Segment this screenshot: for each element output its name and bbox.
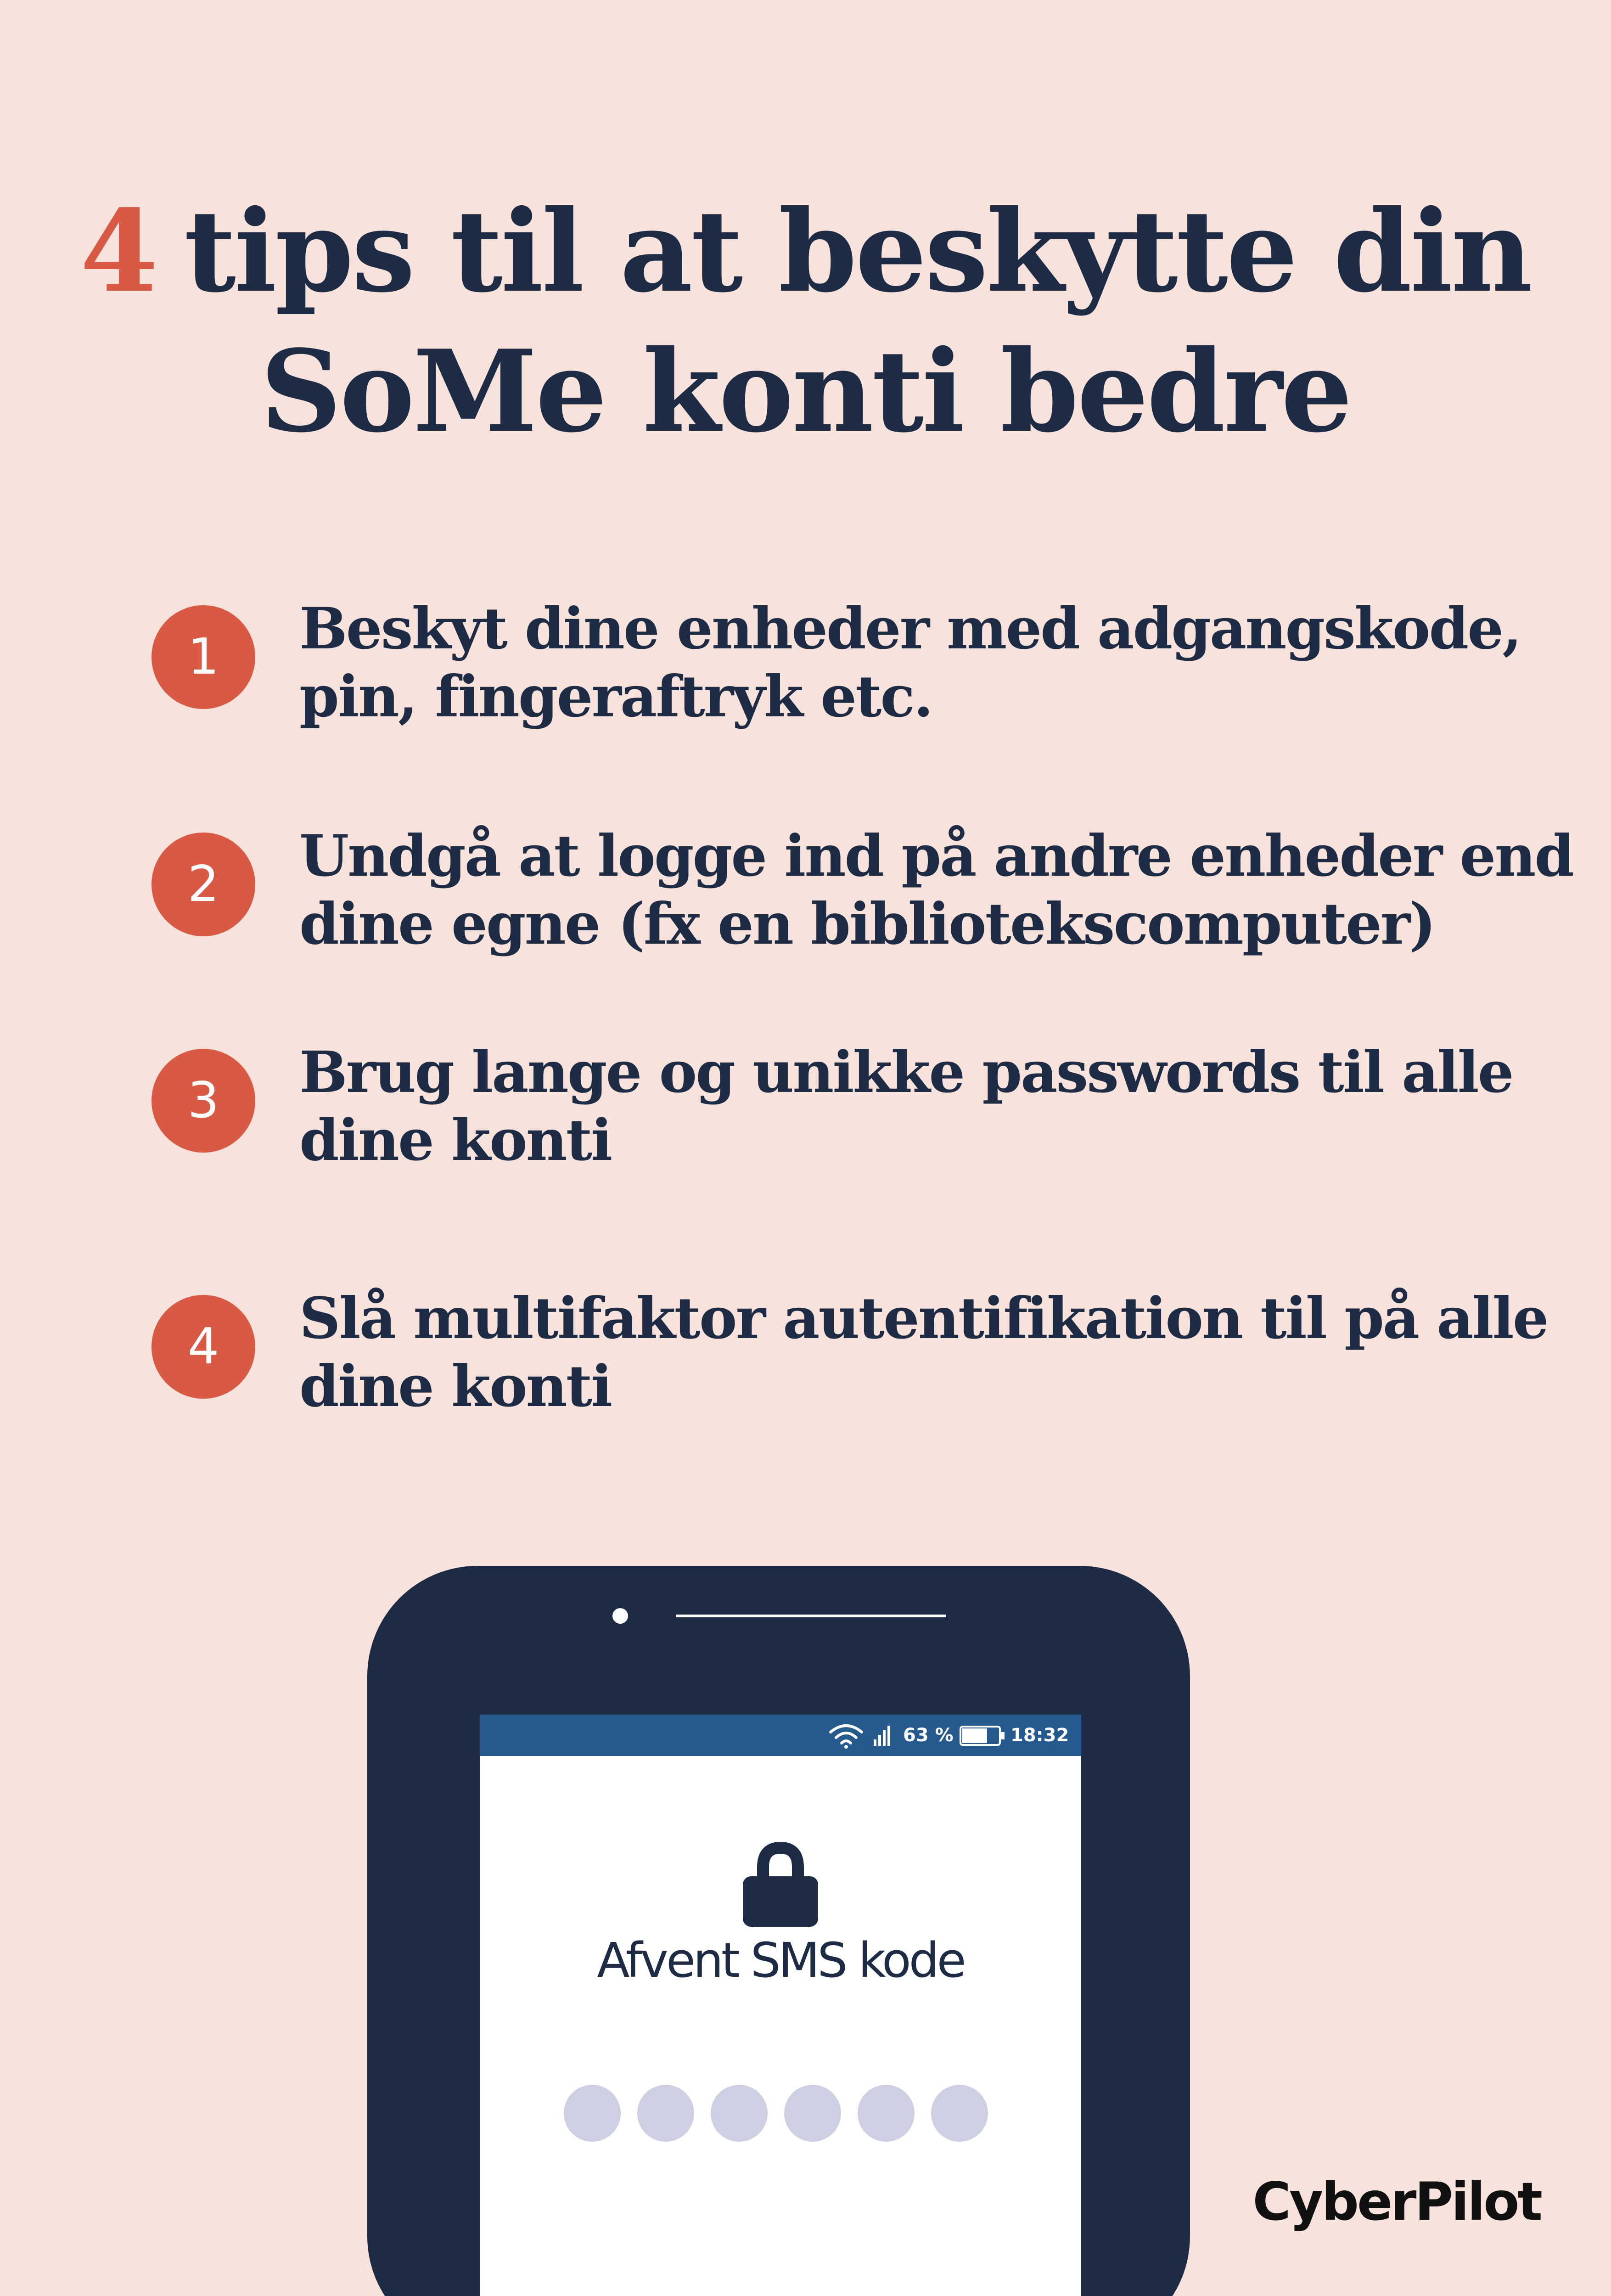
- phone-camera-icon: [612, 1608, 628, 1624]
- title-number: 4: [80, 185, 157, 317]
- tip-text: [299, 1285, 1611, 1421]
- phone-screen: [480, 1715, 1081, 2296]
- tip-text: [299, 1039, 1611, 1175]
- lock-icon: [739, 1841, 822, 1929]
- code-dot: [711, 2085, 768, 2142]
- battery-percent: 63 %: [903, 1725, 954, 1746]
- tip-text-line-2: dine konti: [299, 1353, 612, 1420]
- tip-number-badge: 4: [152, 1295, 255, 1399]
- tip-text-line-2: dine egne (fx en bibliotekscomputer): [299, 891, 1435, 957]
- title-line-1-text: tips til at beskytte din: [184, 185, 1531, 317]
- tip-text-line-1: Brug lange og unikke passwords til alle: [299, 1039, 1513, 1106]
- status-time: 18:32: [1010, 1725, 1069, 1746]
- code-dot: [564, 2085, 621, 2142]
- cyberpilot-logo: CyberPilot: [1252, 2171, 1541, 2232]
- tip-text-line-2: dine konti: [299, 1107, 612, 1174]
- wifi-icon: [828, 1722, 864, 1749]
- tip-text-line-1: Undgå at logge ind på andre enheder end: [299, 823, 1573, 889]
- title-line-1: [0, 181, 1611, 321]
- tip-number-badge: 3: [152, 1049, 255, 1153]
- code-dot: [637, 2085, 694, 2142]
- tip-text-line-1: Beskyt dine enheder med adgangskode,: [299, 596, 1521, 662]
- tip-text-line-2: pin, fingeraftryk etc.: [299, 664, 932, 730]
- tip-text: [299, 822, 1611, 958]
- status-bar: [480, 1715, 1081, 1756]
- page-title: [0, 181, 1611, 461]
- tip-text: [299, 595, 1611, 731]
- code-dot: [784, 2085, 841, 2142]
- sms-code-label: Afvent SMS kode: [597, 1932, 964, 1988]
- tip-text-line-1: Slå multifaktor autentifikation til på alle: [299, 1285, 1548, 1352]
- title-line-2: SoMe konti bedre: [260, 325, 1351, 457]
- code-dot: [858, 2085, 915, 2142]
- tip-number-badge: 1: [152, 605, 255, 709]
- code-dot: [931, 2085, 988, 2142]
- tip-number-badge: 2: [152, 833, 255, 936]
- phone-speaker: [676, 1615, 946, 1617]
- signal-icon: [873, 1724, 893, 1746]
- battery-icon: [960, 1726, 1005, 1746]
